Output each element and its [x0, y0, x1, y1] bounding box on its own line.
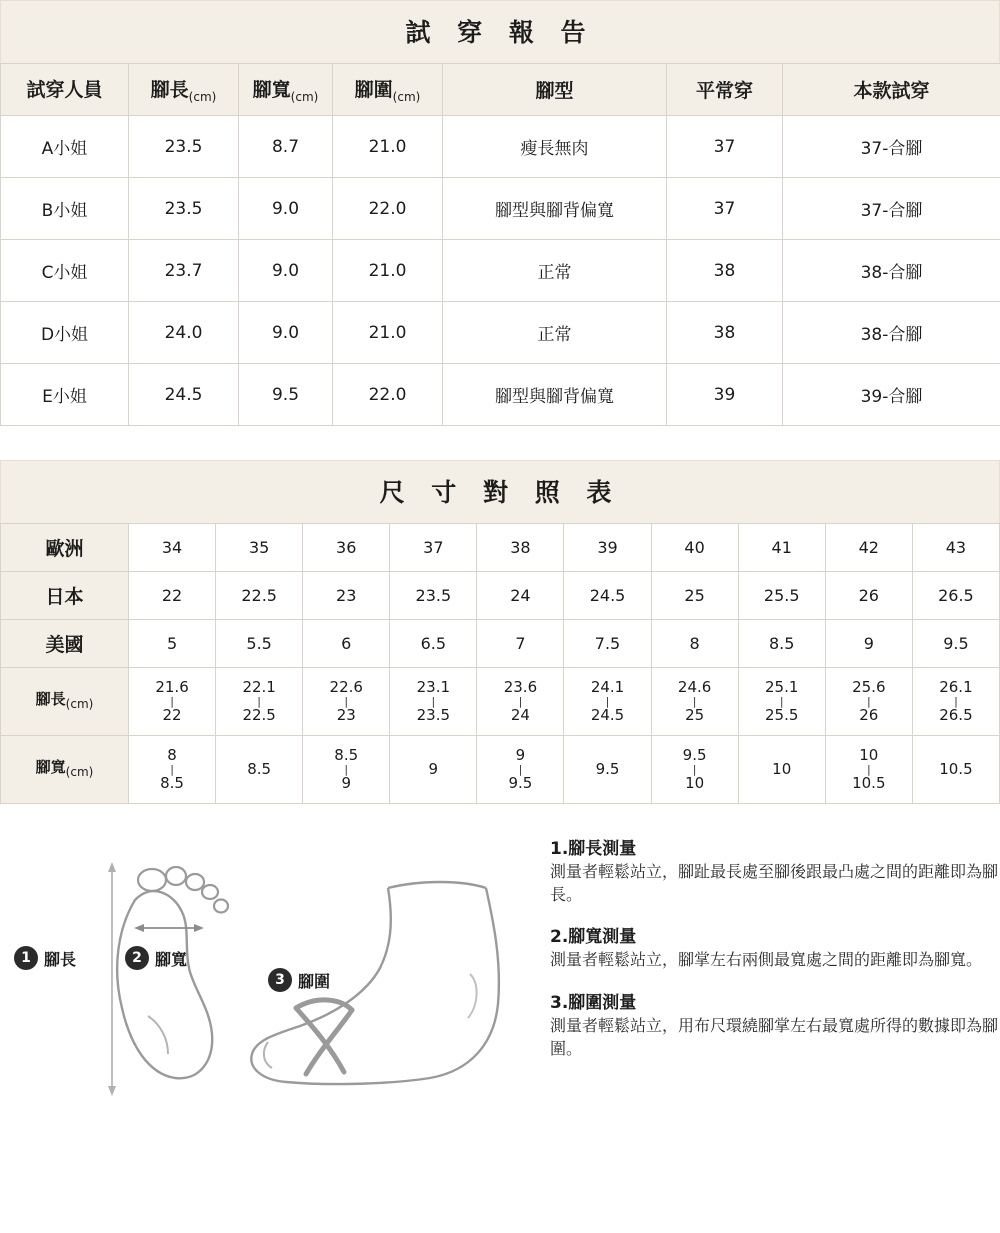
size-row-foot-width — [1, 736, 1000, 804]
section-spacer — [0, 426, 1000, 460]
cell-foot-length: 24.6 | 25 — [651, 668, 738, 736]
cell-jp: 22.5 — [216, 572, 303, 620]
measuring-illustration — [0, 828, 540, 1077]
cell-width: 8.7 — [239, 116, 333, 178]
cell-shape: 腳型與腳背偏寬 — [443, 178, 667, 240]
size-row-jp — [1, 572, 1000, 620]
badge-number-icon: 1 — [14, 946, 38, 970]
table-row — [1, 302, 1000, 364]
th-foot-length: 腳長$_{(cm)}$ — [129, 64, 239, 116]
table-header-row — [1, 64, 1000, 116]
cell-us: 9.5 — [912, 620, 999, 668]
marker-foot-width — [125, 946, 187, 970]
cell-us: 7.5 — [564, 620, 651, 668]
cell-person: E小姐 — [1, 364, 129, 426]
cell-usual: 37 — [667, 116, 783, 178]
size-chart-title: 尺 寸 對 照 表 — [0, 460, 1000, 523]
cell-width: 9.0 — [239, 302, 333, 364]
rowhead-us: 美國 — [1, 620, 129, 668]
th-foot-girth: 腳圍$_{(cm)}$ — [333, 64, 443, 116]
cell-jp: 26 — [825, 572, 912, 620]
cell-eu: 36 — [303, 524, 390, 572]
size-row-us — [1, 620, 1000, 668]
cell-us: 6 — [303, 620, 390, 668]
cell-shape: 正常 — [443, 240, 667, 302]
cell-eu: 38 — [477, 524, 564, 572]
cell-length: 24.5 — [129, 364, 239, 426]
cell-jp: 23.5 — [390, 572, 477, 620]
cell-girth: 21.0 — [333, 240, 443, 302]
cell-foot-width: 9.5 — [564, 736, 651, 804]
cell-tried: 38-合腳 — [783, 240, 1000, 302]
cell-person: D小姐 — [1, 302, 129, 364]
cell-girth: 21.0 — [333, 116, 443, 178]
cell-jp: 25 — [651, 572, 738, 620]
rowhead-eu: 歐洲 — [1, 524, 129, 572]
cell-jp: 24.5 — [564, 572, 651, 620]
cell-eu: 43 — [912, 524, 999, 572]
cell-usual: 37 — [667, 178, 783, 240]
cell-jp: 22 — [129, 572, 216, 620]
badge-number-icon: 2 — [125, 946, 149, 970]
cell-eu: 41 — [738, 524, 825, 572]
cell-width: 9.0 — [239, 240, 333, 302]
cell-girth: 22.0 — [333, 364, 443, 426]
cell-usual: 38 — [667, 302, 783, 364]
cell-person: C小姐 — [1, 240, 129, 302]
cell-jp: 24 — [477, 572, 564, 620]
cell-eu: 42 — [825, 524, 912, 572]
measuring-guide — [0, 804, 1000, 1087]
cell-eu: 37 — [390, 524, 477, 572]
cell-us: 6.5 — [390, 620, 477, 668]
marker-label: 腳長 — [44, 949, 77, 969]
try-on-report-title: 試 穿 報 告 — [0, 0, 1000, 63]
cell-eu: 34 — [129, 524, 216, 572]
cell-length: 23.5 — [129, 116, 239, 178]
cell-eu: 39 — [564, 524, 651, 572]
cell-eu: 35 — [216, 524, 303, 572]
cell-foot-length: 25.6 | 26 — [825, 668, 912, 736]
cell-foot-length: 23.6 | 24 — [477, 668, 564, 736]
cell-shape: 瘦長無肉 — [443, 116, 667, 178]
cell-foot-width: 9 | 9.5 — [477, 736, 564, 804]
cell-length: 23.7 — [129, 240, 239, 302]
cell-girth: 22.0 — [333, 178, 443, 240]
cell-shape: 正常 — [443, 302, 667, 364]
cell-width: 9.0 — [239, 178, 333, 240]
cell-foot-width: 8.5 | 9 — [303, 736, 390, 804]
cell-jp: 26.5 — [912, 572, 999, 620]
cell-eu: 40 — [651, 524, 738, 572]
th-foot-shape: 腳型 — [443, 64, 667, 116]
size-row-foot-length — [1, 668, 1000, 736]
cell-foot-length: 22.1 | 22.5 — [216, 668, 303, 736]
size-row-eu — [1, 524, 1000, 572]
th-foot-width: 腳寬$_{(cm)}$ — [239, 64, 333, 116]
try-on-report-table — [0, 63, 1000, 426]
cell-foot-width: 8.5 — [216, 736, 303, 804]
cell-foot-width: 9.5 | 10 — [651, 736, 738, 804]
rowhead-foot-width: 腳寬$_{(cm)}$ — [1, 736, 129, 804]
th-person: 試穿人員 — [1, 64, 129, 116]
rowhead-jp: 日本 — [1, 572, 129, 620]
cell-width: 9.5 — [239, 364, 333, 426]
cell-usual: 38 — [667, 240, 783, 302]
marker-label: 腳寬 — [155, 949, 188, 969]
cell-foot-width: 8 | 8.5 — [129, 736, 216, 804]
instruction-heading-width: 2.腳寬測量 — [550, 927, 637, 948]
th-tried-size: 本款試穿 — [783, 64, 1000, 116]
cell-girth: 21.0 — [333, 302, 443, 364]
cell-shape: 腳型與腳背偏寬 — [443, 364, 667, 426]
cell-jp: 25.5 — [738, 572, 825, 620]
cell-tried: 39-合腳 — [783, 364, 1000, 426]
instruction-heading-girth: 3.腳圍測量 — [550, 993, 637, 1014]
cell-foot-length: 21.6 | 22 — [129, 668, 216, 736]
measuring-instructions — [540, 828, 1000, 1077]
table-row — [1, 178, 1000, 240]
cell-us: 7 — [477, 620, 564, 668]
cell-us: 8.5 — [738, 620, 825, 668]
cell-us: 8 — [651, 620, 738, 668]
marker-foot-length — [14, 946, 76, 970]
th-usual-size: 平常穿 — [667, 64, 783, 116]
rowhead-foot-length: 腳長$_{(cm)}$ — [1, 668, 129, 736]
table-row — [1, 240, 1000, 302]
instruction-text-length: 測量者輕鬆站立，腳趾最長處至腳後跟最凸處之間的距離即為腳長。 — [550, 862, 999, 904]
instruction-heading-length: 1.腳長測量 — [550, 839, 637, 859]
cell-length: 24.0 — [129, 302, 239, 364]
cell-usual: 39 — [667, 364, 783, 426]
cell-foot-length: 23.1 | 23.5 — [390, 668, 477, 736]
cell-foot-width: 10 | 10.5 — [825, 736, 912, 804]
cell-foot-width: 10 — [738, 736, 825, 804]
cell-length: 23.5 — [129, 178, 239, 240]
cell-foot-length: 22.6 | 23 — [303, 668, 390, 736]
cell-person: B小姐 — [1, 178, 129, 240]
cell-foot-width: 9 — [390, 736, 477, 804]
badge-number-icon: 3 — [268, 968, 292, 992]
cell-tried: 38-合腳 — [783, 302, 1000, 364]
cell-tried: 37-合腳 — [783, 116, 1000, 178]
try-on-report-table-wrap — [0, 63, 1000, 426]
table-row — [1, 116, 1000, 178]
size-conversion-table — [0, 523, 1000, 804]
marker-foot-girth — [268, 968, 330, 992]
cell-tried: 37-合腳 — [783, 178, 1000, 240]
cell-jp: 23 — [303, 572, 390, 620]
cell-foot-length: 24.1 | 24.5 — [564, 668, 651, 736]
cell-foot-width: 10.5 — [912, 736, 999, 804]
cell-foot-length: 25.1 | 25.5 — [738, 668, 825, 736]
cell-us: 5.5 — [216, 620, 303, 668]
cell-person: A小姐 — [1, 116, 129, 178]
marker-label: 腳圍 — [298, 971, 331, 991]
instruction-text-girth: 測量者輕鬆站立，用布尺環繞腳掌左右最寬處所得的數據即為腳圍。 — [550, 1016, 999, 1058]
cell-us: 5 — [129, 620, 216, 668]
table-row — [1, 364, 1000, 426]
instruction-text-width: 測量者輕鬆站立，腳掌左右兩側最寬處之間的距離即為腳寬。 — [550, 950, 983, 970]
cell-foot-length: 26.1 | 26.5 — [912, 668, 999, 736]
cell-us: 9 — [825, 620, 912, 668]
